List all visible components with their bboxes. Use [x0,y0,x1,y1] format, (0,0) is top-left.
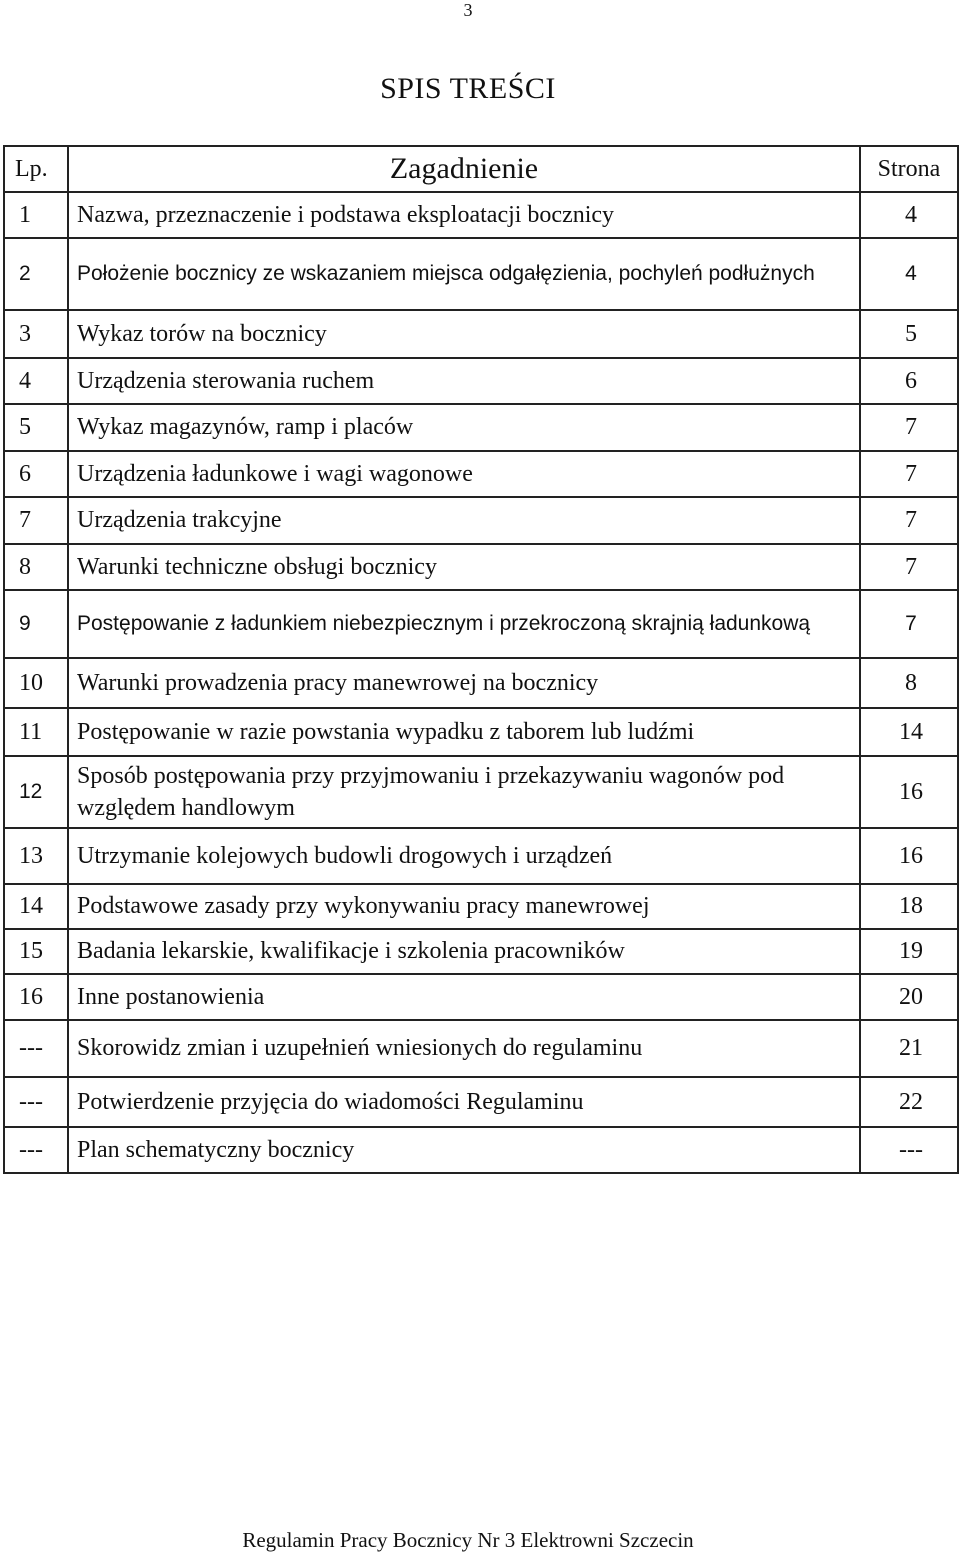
row-topic: Skorowidz zmian i uzupełnień wniesionych do regulaminu [68,1020,860,1077]
row-page: --- [860,1127,958,1173]
row-lp: --- [4,1077,68,1127]
row-lp: --- [4,1020,68,1077]
table-row [4,756,958,828]
header-lp: Lp. [4,146,68,192]
row-topic: Urządzenia ładunkowe i wagi wagonowe [68,451,860,497]
row-topic: Wykaz torów na bocznicy [68,310,860,358]
row-topic: Urządzenia sterowania ruchem [68,358,860,404]
row-page: 7 [860,497,958,544]
row-lp: 10 [4,658,68,708]
row-lp: 7 [4,497,68,544]
row-page: 4 [860,192,958,238]
row-page: 5 [860,310,958,358]
table-row [4,590,958,658]
row-lp: 1 [4,192,68,238]
row-page: 16 [860,828,958,884]
row-lp: 8 [4,544,68,590]
row-lp: 13 [4,828,68,884]
row-lp: 12 [4,756,68,828]
row-page: 8 [860,658,958,708]
row-page: 4 [860,238,958,310]
row-lp: 9 [4,590,68,658]
row-lp: --- [4,1127,68,1173]
page-title: SPIS TREŚCI [380,72,556,105]
row-page: 7 [860,544,958,590]
row-page: 7 [860,451,958,497]
row-page: 14 [860,708,958,756]
row-topic: Badania lekarskie, kwalifikacje i szkolenia pracowników [68,929,860,974]
row-lp: 6 [4,451,68,497]
table-row [4,544,958,590]
table-row [4,929,958,974]
row-topic: Inne postanowienia [68,974,860,1020]
table-row [4,974,958,1020]
header-page: Strona [860,146,958,192]
row-page: 6 [860,358,958,404]
page-number: 3 [463,0,473,20]
row-page: 16 [860,756,958,828]
table-row [4,192,958,238]
table-header-row [4,146,958,192]
table-row [4,451,958,497]
header-topic: Zagadnienie [68,146,860,192]
row-topic: Potwierdzenie przyjęcia do wiadomości Regulaminu [68,1077,860,1127]
row-topic: Warunki techniczne obsługi bocznicy [68,544,860,590]
row-page: 18 [860,884,958,929]
row-page: 22 [860,1077,958,1127]
page-footer: Regulamin Pracy Bocznicy Nr 3 Elektrowni Szczecin [242,1528,694,1552]
row-lp: 5 [4,404,68,451]
table-row [4,238,958,310]
row-lp: 15 [4,929,68,974]
row-lp: 4 [4,358,68,404]
table-row [4,1077,958,1127]
row-page: 7 [860,404,958,451]
row-topic: Wykaz magazynów, ramp i placów [68,404,860,451]
row-lp: 2 [4,238,68,310]
table-row [4,1020,958,1077]
row-page: 19 [860,929,958,974]
row-topic: Warunki prowadzenia pracy manewrowej na bocznicy [68,658,860,708]
row-topic: Urządzenia trakcyjne [68,497,860,544]
row-topic: Postępowanie w razie powstania wypadku z taborem lub ludźmi [68,708,860,756]
row-topic: Plan schematyczny bocznicy [68,1127,860,1173]
row-topic: Postępowanie z ładunkiem niebezpiecznym i przekroczoną skrajnią ładunkową [68,590,860,658]
row-topic: Nazwa, przeznaczenie i podstawa eksploatacji bocznicy [68,192,860,238]
row-lp: 16 [4,974,68,1020]
table-row [4,708,958,756]
row-topic: Utrzymanie kolejowych budowli drogowych i urządzeń [68,828,860,884]
row-topic: Położenie bocznicy ze wskazaniem miejsca odgałęzienia, pochyleń podłużnych [68,238,860,310]
table-row [4,1127,958,1173]
row-lp: 3 [4,310,68,358]
row-page: 21 [860,1020,958,1077]
table-row [4,658,958,708]
table-row [4,358,958,404]
row-page: 20 [860,974,958,1020]
row-topic: Podstawowe zasady przy wykonywaniu pracy manewrowej [68,884,860,929]
table-of-contents [3,145,959,1174]
table-row [4,310,958,358]
row-page: 7 [860,590,958,658]
row-lp: 11 [4,708,68,756]
table-row [4,497,958,544]
table-row [4,404,958,451]
row-topic: Sposób postępowania przy przyjmowaniu i przekazywaniu wagonów pod względem handlowym [68,756,860,828]
table-row [4,828,958,884]
row-lp: 14 [4,884,68,929]
table-row [4,884,958,929]
